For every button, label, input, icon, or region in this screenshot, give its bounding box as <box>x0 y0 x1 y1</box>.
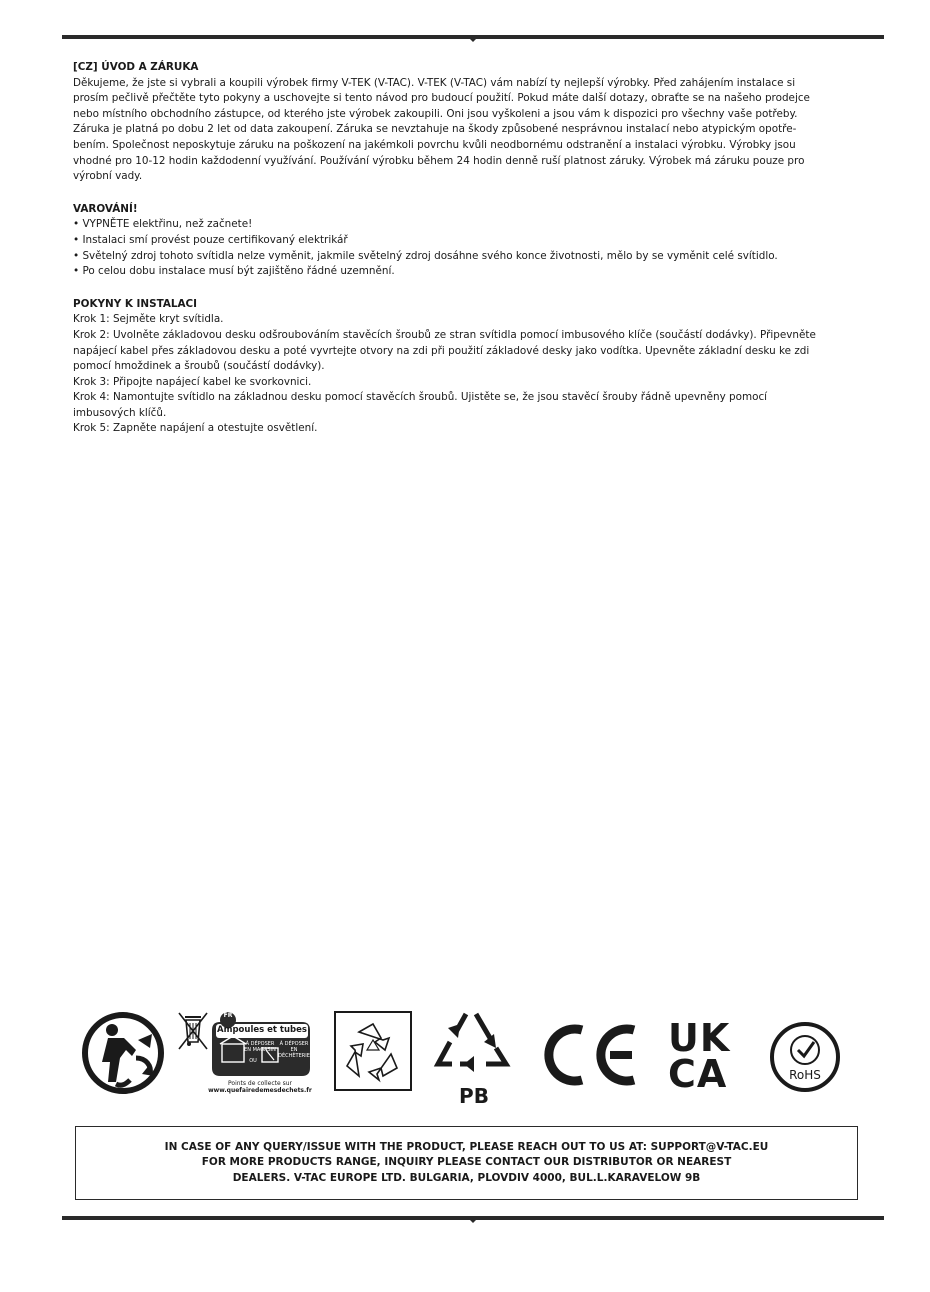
installation-section <box>73 297 863 437</box>
rohs-icon <box>768 1020 842 1094</box>
footer-line-3: DEALERS. V-TAC EUROPE LTD. BULGARIA, PLOVDIV 4000, BUL.L.KARAVELOW 9B <box>232 1171 701 1184</box>
support-footer <box>75 1126 858 1200</box>
fr-caption-1: Points de collecte sur <box>228 1080 292 1087</box>
footer-line-2: FOR MORE PRODUCTS RANGE, INQUIRY PLEASE CONTACT OUR DISTRIBUTOR OR NEAREST <box>201 1156 732 1169</box>
fr-option-dump: À DÉPOSER EN DÉCHÈTERIE <box>278 1041 310 1059</box>
installation-step: Krok 3: Připojte napájecí kabel ke svorkovnici. <box>73 375 312 388</box>
installation-step: Krok 2: Uvolněte základovou desku odšroubováním stavěcích šroubů ze stran svítidla pomocí imbusového klíče (součástí dodávky). Připevněte napájecí kabel přes základovou desku a poté vyvrtejte otvory na zdi při použití základové desky jako vodítka. Upevněte základní desku ke zdi pomocí hmoždinek a šroubů (součástí dodávky). <box>73 328 816 373</box>
rohs-label: RoHS <box>789 1068 821 1082</box>
installation-steps <box>73 312 863 437</box>
warning-section <box>73 202 863 280</box>
footer-line-1: IN CASE OF ANY QUERY/ISSUE WITH THE PRODUCT, PLEASE REACH OUT TO US AT: SUPPORT@V-TAC.EU <box>164 1140 769 1153</box>
top-rule <box>62 35 884 39</box>
manual-content <box>73 60 863 454</box>
compliance-symbols <box>78 1006 848 1110</box>
recycle-icon <box>333 1010 413 1092</box>
installation-step: Krok 5: Zapněte napájení a otestujte osvětlení. <box>73 422 318 435</box>
installation-step: Krok 1: Sejměte kryt svítidla. <box>73 313 224 326</box>
triman-icon <box>80 1010 166 1096</box>
fr-lamps-label <box>206 1008 314 1104</box>
bottom-rule <box>62 1216 884 1220</box>
ukca-mark <box>668 1016 748 1096</box>
warning-list <box>73 217 863 279</box>
warning-item: • Po celou dobu instalace musí být zajištěno řádné uzemnění. <box>73 264 863 280</box>
fr-caption-2: www.quefairedemesdechets.fr <box>208 1087 312 1094</box>
intro-heading: [CZ] ÚVOD A ZÁRUKA <box>73 61 199 73</box>
fr-lamps-title: Ampoules et tubes <box>217 1025 307 1035</box>
installation-step: Krok 4: Namontujte svítidlo na základnou desku pomocí stavěcích šroubů. Ujistěte se, že jsou stavěcí šrouby řádně upevněny pomocí imbusových klíčů. <box>73 391 768 419</box>
warning-item: • Světelný zdroj tohoto svítidla nelze vyměnit, jakmile světelný zdroj dosáhne svého konce životnosti, mělo by se vyměnit celé svítidlo. <box>73 249 863 265</box>
warning-item: • VYPNĚTE elektřinu, než začnete! <box>73 217 863 233</box>
intro-text: Děkujeme, že jste si vybrali a koupili výrobek firmy V-TEK (V-TAC). V-TEK (V-TAC) vám nabízí ty nejlepší výrobky. Před zahájením instalace si prosím pečlivě přečtěte tyto pokyny a uschovejte si tento návod pro budoucí použití. Pokud máte další dotazy, obraťte se na našeho prodejce nebo místního obchodního zástupce, od kterého jste výrobek zakoupili. Oni jsou vyškoleni a jsou vám k dispozici pro všechny vaše potřeby. Záruka je platná po dobu 2 let od data zakoupení. Záruka se nevztahuje na škody způsobené nesprávnou instalací nebo atypickým opotře- bením. Společnost neposkytuje záruku na poškození na jakémkoli povrchu kvůli neodbornému odstranění a instalaci výrobku. Výrobky jsou vhodné pro 10-12 hodin každodenní využívání. Používání výrobku během 24 hodin denně ruší platnost záruky. Výrobek má záruku pouze pro výrobní vady. <box>73 76 810 183</box>
ukca-line-1: UK <box>668 1016 731 1060</box>
installation-heading: POKYNY K INSTALACI <box>73 297 198 310</box>
fr-or: OU <box>249 1058 257 1064</box>
crossed-bin-icon <box>176 1010 210 1052</box>
ce-mark-icon <box>538 1022 640 1088</box>
pb-label: PB <box>459 1084 489 1108</box>
recycling-triangle-icon <box>430 1008 514 1082</box>
intro-section <box>73 60 863 185</box>
ukca-line-2: CA <box>668 1052 728 1096</box>
warning-item: • Instalaci smí provést pouze certifikovaný elektrikář <box>73 233 863 249</box>
fr-badge: FR <box>223 1012 233 1019</box>
fr-option-store: À DÉPOSER EN MAGASIN <box>244 1041 276 1053</box>
warning-heading: VAROVÁNÍ! <box>73 202 138 215</box>
